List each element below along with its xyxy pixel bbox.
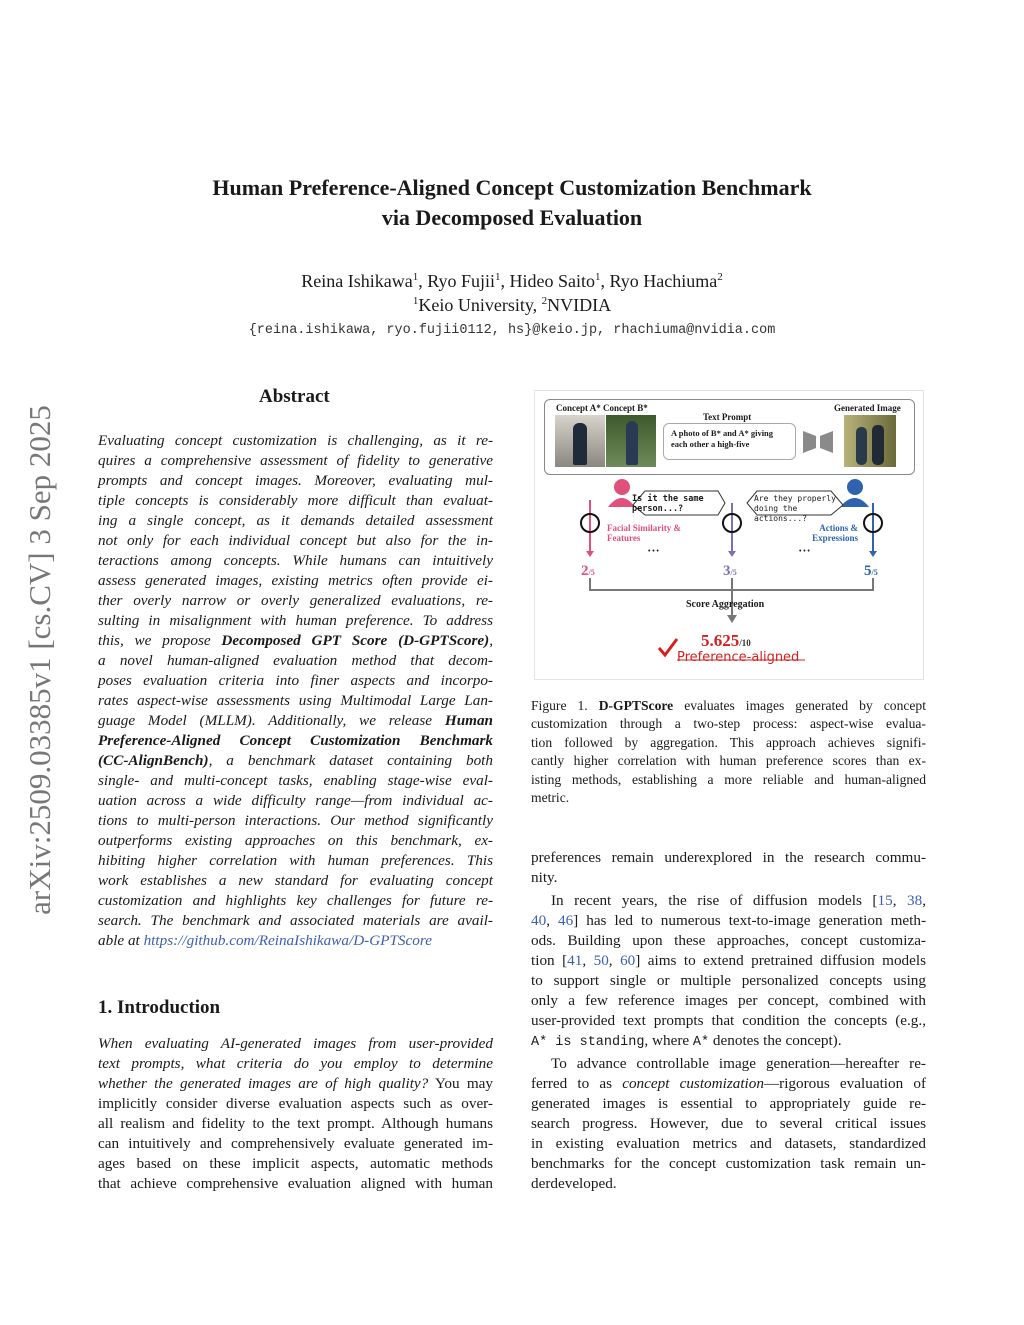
text-span: all realism and fidelity to the text prompt. Although humans <box>98 1115 493 1132</box>
concept-b-photo <box>606 415 656 467</box>
text-span: derdeveloped. <box>531 1175 617 1192</box>
affiliation-mark: 1 <box>412 295 419 307</box>
text-span: A* <box>692 1035 710 1050</box>
score-value: 3 <box>723 563 731 579</box>
text-span: Preference-Aligned Concept Customization Benchmark <box>98 732 493 749</box>
text-line <box>98 471 493 491</box>
author-name: Ryo Hachiuma <box>609 271 718 291</box>
text-line <box>98 1154 493 1174</box>
text-span: D-GPTScore <box>598 698 674 713</box>
text-span: , <box>489 632 493 649</box>
text-span: ods. Building upon these approaches, concept customiza- <box>531 932 926 949</box>
aspect-score <box>864 563 878 580</box>
text-line <box>531 1114 926 1134</box>
author-emails: {reina.ishikawa, ryo.fujii0112, hs}@keio.jp, rhachiuma@nvidia.com <box>248 323 776 338</box>
text-line <box>98 531 493 551</box>
text-span: , <box>892 892 908 909</box>
text-span: tiple concepts is considerably more difficult than evaluat- <box>98 492 493 509</box>
text-line <box>531 911 926 931</box>
text-line <box>531 1154 926 1174</box>
text-line <box>98 1114 493 1134</box>
text-line <box>531 789 926 807</box>
text-line <box>98 431 493 451</box>
text-span: In recent years, the rise of diffusion models [ <box>551 892 878 909</box>
text-line <box>551 1054 926 1074</box>
abstract-heading: Abstract <box>259 386 330 407</box>
text-span: user-provided text prompts that condition the concepts (e.g., <box>531 1012 926 1029</box>
score-aggregation-label: Score Aggregation <box>686 599 765 610</box>
citation-link[interactable]: 60 <box>620 952 636 969</box>
text-span: search progress. However, due to several critical issues <box>531 1115 926 1132</box>
text-span: nity. <box>531 869 558 886</box>
text-line <box>98 711 493 731</box>
text-span: You may <box>428 1075 494 1092</box>
text-line <box>531 752 926 770</box>
figure-1 <box>534 390 924 680</box>
text-span: Human <box>444 712 493 729</box>
text-span: able at <box>98 932 144 949</box>
text-line <box>98 791 493 811</box>
aspect-right: Actions & Expressions <box>812 523 858 543</box>
generated-image-label: Generated Image <box>834 403 901 413</box>
text-span: Decomposed GPT Score (D-GPTScore) <box>221 632 490 649</box>
score-value: 2 <box>581 563 589 579</box>
concept-label: Concept A* Concept B* <box>556 403 648 413</box>
text-span: , <box>922 892 927 909</box>
text-line <box>98 751 493 771</box>
text-span: denotes the concept). <box>709 1032 842 1049</box>
text-line <box>98 491 493 511</box>
paper-title-line2: via Decomposed Evaluation <box>381 205 643 230</box>
citation-link[interactable]: 46 <box>557 912 574 929</box>
text-span: only a few reference images per concept, combined with <box>531 992 926 1009</box>
text-span: sulting in misalignment with human preference. To address <box>98 612 493 629</box>
text-span: search. The benchmark and associated materials are avail- <box>98 912 493 929</box>
text-span: When evaluating AI-generated images from user-provided <box>98 1035 493 1052</box>
text-line <box>531 734 926 752</box>
authors: Reina Ishikawa$^1$, Ryo Fujii$^1$, Hideo Saito$^1$, Ryo Hachiuma$^2$ <box>301 271 723 291</box>
text-line <box>98 691 493 711</box>
text-line <box>531 1174 926 1194</box>
ellipsis-right: • • • <box>799 547 810 555</box>
affiliation-mark: 2 <box>541 295 548 307</box>
text-span: this, we propose <box>98 632 222 649</box>
text-span: preferences remain underexplored in the research commu- <box>531 849 926 866</box>
final-score-value: 5.625 <box>701 631 740 650</box>
author-affiliation-mark: 1 <box>412 271 419 283</box>
author-name: Reina Ishikawa <box>301 271 413 291</box>
text-span: hibiting higher correlation with human preferences. This <box>98 852 493 869</box>
author-affiliation-mark: 2 <box>717 271 723 283</box>
text-span: guage Model (MLLM). Additionally, we release <box>98 712 445 729</box>
text-line <box>98 671 493 691</box>
text-line <box>98 651 493 671</box>
author-name: Hideo Saito <box>509 271 595 291</box>
citation-link[interactable]: 50 <box>593 952 609 969</box>
text-line <box>98 1054 493 1074</box>
text-line <box>98 1094 493 1114</box>
text-span: implicitly consider diverse evaluation aspects such as over- <box>98 1095 493 1112</box>
introduction-heading: 1. Introduction <box>98 997 221 1018</box>
aspect-score <box>723 563 737 580</box>
aspect-score <box>581 563 595 580</box>
text-line <box>98 591 493 611</box>
citation-link[interactable]: 41 <box>567 952 583 969</box>
text-span: , <box>582 952 594 969</box>
text-line <box>531 715 926 733</box>
question-right: Are they properly doing the actions...? <box>754 494 836 523</box>
text-span: teractions among concepts. While humans can intuitively <box>98 552 493 569</box>
score-denominator: /5 <box>730 568 737 577</box>
text-prompt-label: Text Prompt <box>703 412 752 422</box>
affiliations: $^1$Keio University, $^2$NVIDIA <box>412 295 612 315</box>
text-line <box>98 811 493 831</box>
text-line <box>531 868 926 888</box>
text-span: concept customization <box>622 1075 764 1092</box>
text-line <box>531 1134 926 1154</box>
text-span: ] has led to numerous text-to-image generation meth- <box>573 912 927 929</box>
text-line <box>98 911 493 931</box>
score-denominator: /5 <box>588 568 595 577</box>
text-span: customization and highlights key challenges for future re- <box>98 892 493 909</box>
text-line <box>98 571 493 591</box>
concept-a-photo <box>555 415 605 467</box>
text-span: single- and multi-concept tasks, enabling stage-wise eval- <box>98 772 493 789</box>
text-span: tions to multi-person interactions. Our method significantly <box>98 812 493 829</box>
author-affiliation-mark: 1 <box>595 271 601 283</box>
text-span: cantly higher correlation with human preference scores than ex- <box>531 753 926 769</box>
text-span: whether the generated images are of high quality? <box>98 1075 429 1092</box>
text-line <box>531 1011 926 1031</box>
generated-image <box>844 415 896 467</box>
text-span: ferred to as <box>531 1075 623 1092</box>
text-span: text prompts, what criteria do you employ to determine <box>98 1055 493 1072</box>
text-span: ther overly narrow or overly generalized evaluations, re- <box>98 592 493 609</box>
text-line <box>531 1094 926 1114</box>
text-span: evaluates images generated by concept <box>673 698 927 713</box>
text-span: A* is standing <box>531 1035 645 1050</box>
text-span: benchmarks for the concept customization task remain un- <box>531 1155 926 1172</box>
text-span: Evaluating concept customization is challenging, as it re- <box>98 432 493 449</box>
text-span: can intuitively and comprehensively evaluate generated im- <box>98 1135 493 1152</box>
text-line <box>98 551 493 571</box>
text-span: poses evaluation criteria into finer aspects and incorpo- <box>98 672 493 689</box>
text-span: quires a comprehensive assessment of fidelity to generative <box>98 452 493 469</box>
generator-icon <box>803 431 833 453</box>
text-line <box>98 1174 493 1194</box>
text-span: , <box>546 912 558 929</box>
text-span: —rigorous evaluation of <box>763 1075 927 1092</box>
text-line <box>98 631 493 651</box>
text-line <box>98 851 493 871</box>
text-line <box>98 611 493 631</box>
text-span: in existing evaluation metrics and datasets, standardized <box>531 1135 926 1152</box>
arxiv-identifier: arXiv:2509.03385v1 [cs.CV] 3 Sep 2025 <box>22 405 57 915</box>
text-line <box>98 871 493 891</box>
text-line <box>531 991 926 1011</box>
text-line <box>98 1134 493 1154</box>
ellipsis-left: • • • <box>648 547 659 555</box>
text-span: metric. <box>531 790 570 805</box>
text-line <box>551 891 926 911</box>
text-span: generated images is essential to appropriately guide re- <box>531 1095 926 1112</box>
github-link[interactable]: https://github.com/ReinaIshikawa/D-GPTScore <box>143 932 432 949</box>
text-span: ages based on these implicit aspects, automatic methods <box>98 1155 493 1172</box>
text-span: outperforms existing approaches on this benchmark, ex- <box>98 832 493 849</box>
text-line <box>98 771 493 791</box>
text-span: assess generated images, existing metrics often provide ei- <box>98 572 493 589</box>
text-line <box>98 1034 493 1054</box>
citation-link[interactable]: 38 <box>907 892 923 909</box>
text-line <box>531 1074 926 1094</box>
text-span: isting methods, establishing a more reliable and human-aligned <box>531 771 926 787</box>
question-left: Is it the same person...? <box>632 494 704 514</box>
text-line <box>98 891 493 911</box>
text-line <box>98 931 493 951</box>
text-line <box>98 451 493 471</box>
text-line <box>531 771 926 789</box>
affiliation-name: Keio University <box>418 295 533 315</box>
text-line <box>531 848 926 868</box>
text-span: ing a single concept, as it demands detailed assessment <box>98 512 493 529</box>
paper-title-line1: Human Preference-Aligned Concept Customization Benchmark <box>212 175 812 200</box>
text-span: (CC-AlignBench) <box>98 752 209 769</box>
text-span: , where <box>644 1032 693 1049</box>
text-span: uation across a wide difficulty range—from individual ac- <box>98 792 493 809</box>
citation-link[interactable]: 40 <box>531 912 547 929</box>
text-line <box>98 831 493 851</box>
text-span: Figure 1. <box>531 698 599 713</box>
verdict-label: Preference-aligned <box>677 650 800 665</box>
affiliation-name: NVIDIA <box>547 295 612 315</box>
text-span: tion [ <box>531 952 568 969</box>
text-line <box>98 511 493 531</box>
text-span: To advance controllable image generation—hereafter re- <box>551 1055 926 1072</box>
author-affiliation-mark: 1 <box>495 271 501 283</box>
text-line <box>531 697 926 715</box>
text-span: customization through a two-step process: aspect-wise evalua- <box>531 716 926 732</box>
text-span: work establishes a new standard for evaluating concept <box>98 872 493 889</box>
citation-link[interactable]: 15 <box>877 892 893 909</box>
score-value: 5 <box>864 563 872 579</box>
aspect-left: Facial Similarity & Features <box>607 523 681 543</box>
text-line <box>531 951 926 971</box>
text-span: , a benchmark dataset containing both <box>208 752 493 769</box>
text-span: ] aims to extend pretrained diffusion models <box>635 952 927 969</box>
text-span: tion followed by aggregation. This approach achieves signifi- <box>531 734 926 750</box>
text-line <box>531 971 926 991</box>
text-span: rates aspect-wise assessments using Multimodal Large Lan- <box>98 692 493 709</box>
final-score <box>701 631 751 651</box>
text-line <box>98 1074 493 1094</box>
final-score-denominator: /10 <box>739 638 751 648</box>
text-span: , <box>608 952 621 969</box>
text-span: to support single or multiple personalized concepts using <box>531 972 926 989</box>
score-denominator: /5 <box>871 568 878 577</box>
text-line <box>531 931 926 951</box>
text-span: not only for each individual concept but also for the in- <box>98 532 493 549</box>
text-span: that achieve comprehensive evaluation aligned with human <box>98 1175 493 1192</box>
text-span: prompts and concept images. Moreover, evaluating mul- <box>98 472 493 489</box>
text-line <box>531 1031 926 1051</box>
author-name: Ryo Fujii <box>427 271 495 291</box>
text-prompt-box: A photo of B* and A* giving each other a high-five <box>663 423 796 460</box>
text-span: a novel human-aligned evaluation method that decom- <box>98 652 493 669</box>
text-line <box>98 731 493 751</box>
